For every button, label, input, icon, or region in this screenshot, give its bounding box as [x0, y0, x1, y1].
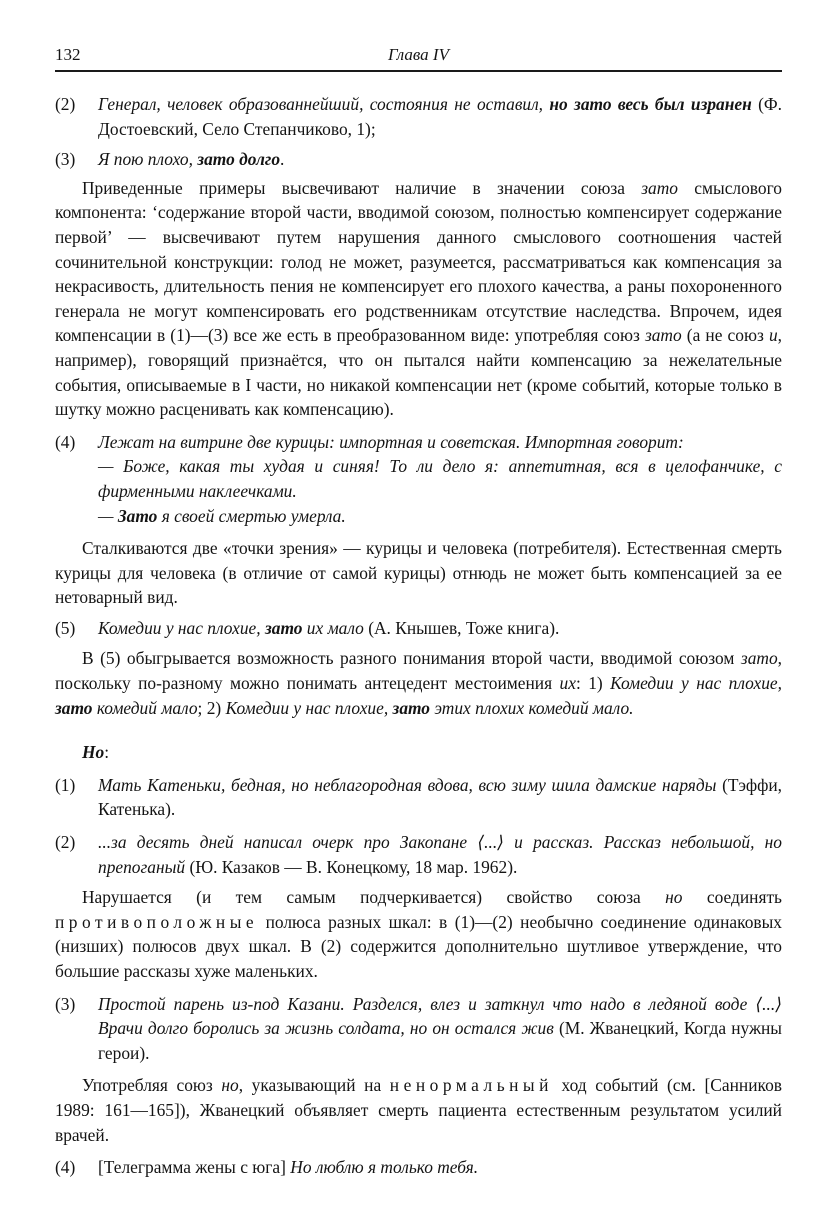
example-text: Я пою плохо,: [98, 149, 198, 170]
italic-term: зато: [740, 648, 778, 669]
example-dialogue-line: [98, 504, 782, 529]
text-run: Употребляя союз: [82, 1075, 222, 1096]
example-emphasis: зато: [392, 697, 431, 718]
example-source: (А. Кнышев, Тоже книга).: [363, 617, 560, 638]
example-emphasis: зато: [264, 617, 303, 638]
text-run: Приведенные примеры высвечивают наличие в значении союза: [82, 177, 642, 198]
example-zato-2: [55, 92, 782, 141]
italic-term: зато: [644, 325, 682, 346]
example-zato-4: [55, 430, 782, 528]
text-run: соединять: [682, 887, 782, 908]
italic-term: Комедии у нас плохие,: [225, 697, 393, 718]
example-number: (3): [55, 149, 76, 170]
italic-term: и: [768, 325, 778, 346]
example-text: Генерал, человек образованнейший, состояния не оставил,: [98, 94, 550, 114]
example-text: Простой парень из-под Казани. Разделся, влез и заткнул что надо в ледяной воде ⟨...⟩ Врачи долго боролись за жизнь солдата, но он остался жив: [98, 993, 782, 1039]
italic-term: Комедии у нас плохие,: [610, 673, 782, 694]
example-number: (4): [55, 431, 76, 452]
example-dialogue-line: — Боже, какая ты худая и синяя! То ли дело я: аппетитная, вся в целофанчике, с фирменными наклеечками.: [98, 456, 782, 501]
example-number: (2): [55, 832, 76, 853]
example-text: я своей смертью умерла.: [157, 505, 346, 526]
punctuation: :: [104, 742, 110, 763]
paragraph-opposite-poles: [55, 885, 782, 983]
text-run: , поскольку по-разному можно понимать антецедент местоимения: [55, 648, 782, 694]
italic-term: комедий мало: [92, 697, 198, 718]
example-source: (Тэффи, Катенька).: [98, 774, 782, 820]
example-text: их мало: [302, 617, 364, 638]
example-text: Мать Катеньки, бедная, но неблагородная вдова, всю зиму шила дамские наряды: [98, 774, 717, 795]
italic-term: их: [559, 673, 576, 694]
example-emphasis: но зато весь был изранен: [549, 94, 752, 114]
paragraph-antecedent: [55, 646, 782, 720]
paragraph-compensation: [55, 176, 782, 422]
text-run: смыслового компонента: ‘содержание второй части, вводимой союзом, полностью компенсирует содержание первой’ — высвечивают путем нарушения данного смыслового соотношения частей сочинительной конструкции: голод не может, разумеется, рассматриваться как компенсация за некрасивость, длительность пения не компенсирует его плохого качества, а раны похороненного генерала не могут компенсировать его родственникам отсутствие наследства. Впрочем, идея компенсации в (1)—(3) все же есть в преобразованном виде: употребляя союз: [55, 177, 782, 346]
paragraph-abnormal-course: [55, 1073, 782, 1147]
text-run: (а не союз: [681, 325, 769, 346]
chapter-title: Глава IV: [388, 45, 449, 64]
italic-term: этих плохих комедий мало.: [430, 697, 634, 718]
example-text: ...за десять дней написал очерк про Закопане ⟨...⟩ и рассказ. Рассказ небольшой, но препоганый: [98, 832, 782, 877]
example-number: (5): [55, 617, 76, 638]
example-no-2: [55, 830, 782, 879]
dash: —: [98, 505, 118, 526]
example-emphasis: Зато: [117, 505, 158, 526]
example-text: Но люблю я только тебя.: [290, 1157, 479, 1178]
italic-term: но: [665, 887, 683, 908]
example-source: (Ф. Достоевский, Село Степанчиково, 1);: [98, 94, 782, 139]
example-source: (М. Жванецкий, Когда нужны герои).: [98, 1018, 782, 1063]
example-context: [Телеграмма жены с юга]: [98, 1157, 291, 1178]
example-no-1: [55, 773, 782, 822]
text-run: полюса разных шкал: в (1)—(2) необычно соединение одинаковых (низших) полюсов двух шкал. В (2) содержится дополнительно шутливое утверждение, что большие рассказы хуже маленьких.: [55, 911, 782, 981]
text-run: В (5) обыгрывается возможность разного понимания второй части, вводимой союзом: [82, 648, 741, 669]
example-number: (4): [55, 1157, 76, 1178]
paragraph-points-of-view: Сталкиваются две «точки зрения» — курицы и человека (потребителя). Естественная смерть курицы для человека (в отличие от самой курицы) отнюдь не может быть компенсацией за ее нетоварный вид.: [55, 538, 782, 608]
example-emphasis: зато долго: [197, 149, 281, 170]
text-run: ход событий (см. [Санников 1989: 161—165]), Жванецкий объявляет смерть пациента естественным результатом усилий врачей.: [55, 1075, 782, 1145]
italic-term: зато: [641, 177, 678, 198]
text-run: , например), говорящий признаётся, что он пытался найти компенсацию за нежелательные события, описываемые в I части, но никакой компенсации нет (кроме событий, которые только в шутку можно расценивать как компенсацию).: [55, 325, 783, 420]
text-run: : 1): [575, 673, 611, 694]
running-header: [55, 44, 782, 72]
example-number: (2): [55, 94, 76, 114]
example-text: Комедии у нас плохие,: [98, 617, 265, 638]
spaced-emphasis: противоположные: [55, 911, 259, 932]
page-number: 132: [55, 45, 81, 64]
book-page: [55, 44, 782, 1180]
example-zato-5: [55, 616, 782, 641]
text-run: , указывающий на: [238, 1075, 390, 1096]
example-source: (Ю. Казаков — В. Конецкому, 18 мар. 1962).: [185, 856, 518, 877]
italic-term: но: [221, 1075, 239, 1096]
example-emphasis: зато: [55, 697, 93, 718]
text-run: Нарушается (и тем самым подчеркивается) свойство союза: [82, 887, 666, 908]
example-number: (3): [55, 993, 76, 1014]
example-number: (1): [55, 774, 76, 795]
example-zato-3: [55, 147, 782, 172]
text-run: ; 2): [197, 697, 226, 718]
example-line: Лежат на витрине две курицы: импортная и советская. Импортная говорит:: [98, 431, 684, 452]
section-title: Но: [82, 742, 105, 763]
section-heading-no: [55, 740, 782, 765]
example-no-3: [55, 992, 782, 1066]
example-no-4: [55, 1155, 782, 1180]
spaced-emphasis: ненормальный: [389, 1075, 553, 1096]
punctuation: .: [280, 149, 285, 170]
